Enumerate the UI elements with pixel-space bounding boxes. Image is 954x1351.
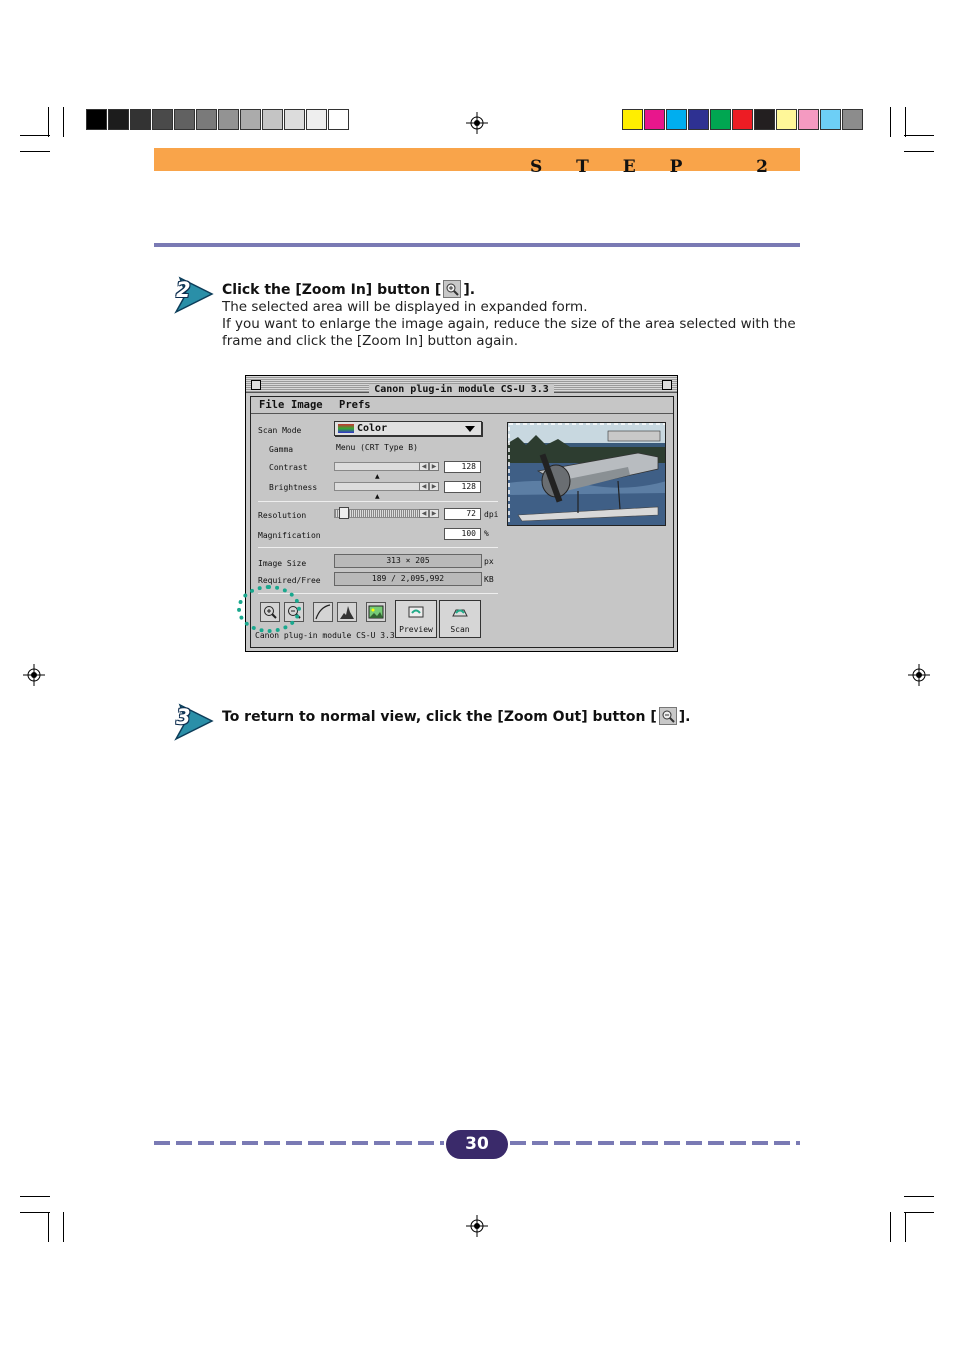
crop-mark xyxy=(63,1212,64,1242)
preview-label: Preview xyxy=(399,625,433,634)
step-3-heading-text: To return to normal view, click the [Zoom Out] button [ xyxy=(222,709,657,725)
step-3-heading-end: ]. xyxy=(678,709,691,725)
gray-swatch xyxy=(196,109,217,130)
zoom-in-inline-icon xyxy=(443,280,461,298)
resolution-right-arrow-icon[interactable]: ▶ xyxy=(429,509,439,518)
brightness-label: Brightness xyxy=(269,483,318,492)
header-rule xyxy=(154,243,800,247)
divider xyxy=(258,547,498,548)
plugin-window xyxy=(245,375,678,652)
gray-swatch xyxy=(306,109,327,130)
window-content xyxy=(250,396,674,648)
contrast-right-arrow-icon[interactable]: ▶ xyxy=(429,462,439,471)
step-banner xyxy=(154,148,800,177)
crop-mark xyxy=(904,135,934,136)
crop-mark xyxy=(904,151,934,152)
step-3-number: 3 xyxy=(176,705,191,729)
color-swatch xyxy=(798,109,819,130)
color-swatch xyxy=(666,109,687,130)
menu-prefs[interactable]: Prefs xyxy=(339,399,371,411)
color-mode-icon xyxy=(338,424,354,433)
contrast-field[interactable]: 128 xyxy=(444,461,481,473)
contrast-left-arrow-icon[interactable]: ◀ xyxy=(419,462,429,471)
menu-image[interactable]: Image xyxy=(291,399,323,411)
brightness-thumb-icon[interactable]: ▲ xyxy=(375,493,380,500)
color-swatch xyxy=(732,109,753,130)
divider xyxy=(258,501,498,502)
image-size-label: Image Size xyxy=(258,559,307,568)
footer-dashed-line xyxy=(510,1141,800,1145)
page-number: 30 xyxy=(446,1130,508,1159)
tone-curve-button[interactable] xyxy=(313,602,333,622)
step-2-heading-text: Click the [Zoom In] button [ xyxy=(222,282,442,298)
menu-bar xyxy=(251,397,673,414)
zoom-out-inline-icon xyxy=(659,707,677,725)
scan-icon xyxy=(449,604,471,622)
registration-mark-icon xyxy=(23,664,45,686)
seaplane-photo-icon xyxy=(508,423,666,526)
magnification-unit: % xyxy=(484,529,489,538)
color-swatch xyxy=(776,109,797,130)
required-free-label: Required/Free xyxy=(258,576,321,585)
required-free-value: 189 / 2,095,992 xyxy=(334,572,482,586)
registration-mark-icon xyxy=(466,1215,488,1237)
resolution-unit: dpi xyxy=(484,510,499,519)
step-2-line-3: frame and click the [Zoom In] button again. xyxy=(222,333,519,349)
registration-mark-icon xyxy=(908,664,930,686)
crop-mark xyxy=(48,107,49,137)
gray-swatch xyxy=(152,109,173,130)
gray-swatch xyxy=(86,109,107,130)
crop-mark xyxy=(890,1212,891,1242)
gray-swatch xyxy=(218,109,239,130)
contrast-label: Contrast xyxy=(269,463,308,472)
color-swatch xyxy=(842,109,863,130)
zoom-buttons-highlight xyxy=(237,585,301,633)
color-swatch xyxy=(688,109,709,130)
crop-mark xyxy=(63,107,64,137)
histogram-button[interactable] xyxy=(337,602,357,622)
resolution-label: Resolution xyxy=(258,511,307,520)
resolution-thumb-icon[interactable] xyxy=(339,507,349,519)
crop-mark xyxy=(890,107,891,137)
status-text: Canon plug-in module CS-U 3.3 xyxy=(255,631,395,640)
dropdown-arrow-icon xyxy=(465,426,475,432)
step-2-number: 2 xyxy=(176,278,191,302)
zoom-box-icon[interactable] xyxy=(662,380,672,390)
picture-icon xyxy=(367,603,385,621)
color-swatch xyxy=(622,109,643,130)
crop-mark xyxy=(20,135,50,136)
crop-mark xyxy=(48,1212,49,1242)
magnification-label: Magnification xyxy=(258,531,321,540)
contrast-slider[interactable] xyxy=(334,462,420,471)
color-swatch xyxy=(754,109,775,130)
step-2-heading-end: ]. xyxy=(463,282,476,298)
image-size-unit: px xyxy=(484,557,494,566)
brightness-right-arrow-icon[interactable]: ▶ xyxy=(429,482,439,491)
crop-mark xyxy=(904,1212,934,1213)
gray-swatch xyxy=(328,109,349,130)
menu-file[interactable]: File xyxy=(259,399,285,411)
histogram-icon xyxy=(338,603,356,621)
brightness-field[interactable]: 128 xyxy=(444,481,481,493)
gamma-label: Gamma xyxy=(269,445,294,454)
crop-mark xyxy=(905,1212,906,1242)
brightness-slider[interactable] xyxy=(334,482,420,491)
color-swatch xyxy=(820,109,841,130)
contrast-thumb-icon[interactable]: ▲ xyxy=(375,473,380,480)
scan-button[interactable] xyxy=(439,600,481,638)
gray-swatch xyxy=(262,109,283,130)
crop-mark xyxy=(20,151,50,152)
magnification-field[interactable]: 100 xyxy=(444,528,481,540)
image-size-value: 313 × 205 xyxy=(334,554,482,568)
crop-mark xyxy=(20,1212,50,1213)
scan-mode-value: Color xyxy=(357,423,388,434)
gray-swatch xyxy=(284,109,305,130)
gray-swatch xyxy=(130,109,151,130)
preview-image[interactable] xyxy=(507,422,666,526)
step-2-heading xyxy=(222,280,475,299)
scan-mode-select[interactable] xyxy=(334,421,482,436)
color-swatch xyxy=(644,109,665,130)
step-3-heading xyxy=(222,707,690,726)
gray-swatch xyxy=(240,109,261,130)
window-title: Canon plug-in module CS-U 3.3 xyxy=(369,384,554,395)
resolution-field[interactable]: 72 xyxy=(444,508,481,520)
gray-swatch xyxy=(174,109,195,130)
color-swatch xyxy=(710,109,731,130)
preview-icon xyxy=(405,604,427,622)
crop-mark xyxy=(904,1196,934,1197)
gamma-value[interactable]: Menu (CRT Type B) xyxy=(336,443,418,452)
preview-button[interactable] xyxy=(395,600,437,638)
resolution-left-arrow-icon[interactable]: ◀ xyxy=(419,509,429,518)
brightness-left-arrow-icon[interactable]: ◀ xyxy=(419,482,429,491)
image-adjust-button[interactable] xyxy=(366,602,386,622)
registration-mark-icon xyxy=(466,112,488,134)
crop-mark xyxy=(905,107,906,137)
window-titlebar[interactable] xyxy=(246,376,677,393)
tone-curve-icon xyxy=(314,603,332,621)
step-2-line-1: The selected area will be displayed in expanded form. xyxy=(222,299,588,315)
step-2-line-2: If you want to enlarge the image again, reduce the size of the area selected with the xyxy=(222,316,796,332)
gray-swatch xyxy=(108,109,129,130)
required-free-unit: KB xyxy=(484,575,494,584)
footer-dashed-line xyxy=(154,1141,444,1145)
scan-mode-label: Scan Mode xyxy=(258,426,302,435)
scan-label: Scan xyxy=(450,625,470,634)
step-label: S T E P 2 xyxy=(529,157,782,177)
crop-mark xyxy=(20,1196,50,1197)
